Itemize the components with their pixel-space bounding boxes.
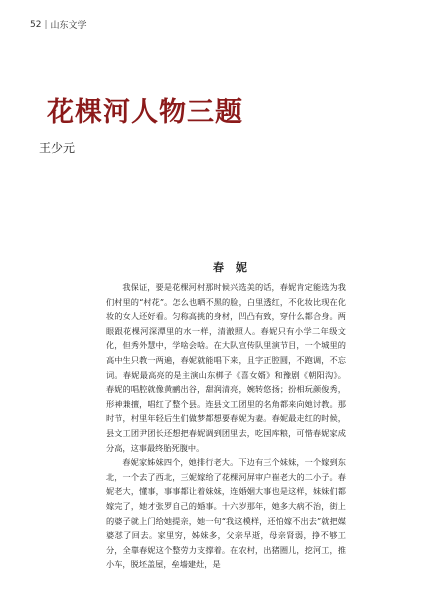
page-header xyxy=(30,18,87,31)
body-paragraph: 我保证，要是花棵河村那时候兴选美的话，春妮肯定能选为我们村里的“村花”。怎么也晒不黑的脸，白里透红，不化妆比现在化妆的女人还好看。匀称高挑的身材，凹凸有致，穿什么都合身。两眼跟花棵河深潭里的水一样，清澈照人。春妮只有小学二年级文化，但秀外慧中，学啥会啥。在大队宣传队里演节目，一个城里的高中生只教一两遍，春妮就能唱下来，且字正腔圆，不跑调，不忘词。春妮最高亮的是主演山东梆子《喜女婿》和豫剧《朝阳沟》。春妮的唱腔就像黄鹂出谷，甜润清亮，婉转悠扬；扮相玩颜俊秀，形神兼擅，唱红了整个县。连县文工团里的名角都来向她讨教。那时节，村里年轻后生们做梦都想要春妮为妻。春妮最走红的时候，县文工团尹团长还想把春妮调到团里去，吃国库粮，可惜春妮家成分高，这事最终胎死腹中。 xyxy=(106,282,346,453)
article-title: 花棵河人物三题 xyxy=(47,97,243,128)
article-body xyxy=(106,280,346,572)
body-paragraph: 春妮家姊妹四个，她排行老大。下边有三个妹妹，一个嫁到东北，一个去了西北，三妮嫁给了花棵河屏审户崔老大的二小子。春妮老大，懂事，事事都让着妹妹，连婚姻大事也是这样，妹妹们都嫁完了，她才张罗自己的婚事。十六岁那年，她多大病不治，街上的婆子就上门给她提亲，她一句“我这模样，还怕嫁不出去”就把媒婆怼了回去。家里穷，姊妹多，父亲早逝，母亲肾弱，挣不够工分，全靠春妮这个整劳力支撑着。在农村，出猪圈儿，挖河工，推小车，脱坯盖屋，垒墙建灶，是 xyxy=(106,457,346,570)
header-separator: | xyxy=(44,19,48,30)
page-number: 52 xyxy=(30,19,42,30)
journal-name: 山东文学 xyxy=(50,21,87,31)
article-author: 王少元 xyxy=(39,141,76,155)
section-title: 春 妮 xyxy=(213,261,251,274)
